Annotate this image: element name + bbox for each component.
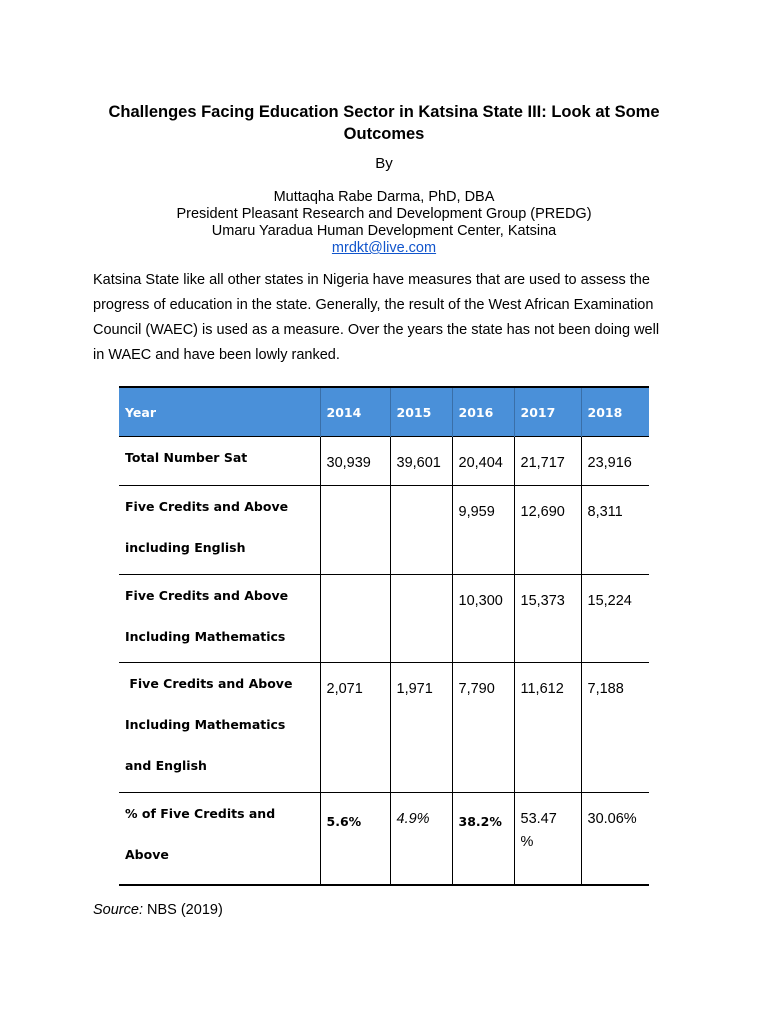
value-text: 30,939 bbox=[326, 455, 371, 471]
row-label-line: % of Five Credits and bbox=[125, 806, 276, 821]
row-label-line: Five Credits and Above bbox=[125, 676, 293, 691]
byline: By bbox=[375, 155, 393, 172]
header-year-2014: 2014 bbox=[320, 387, 390, 437]
value-cell bbox=[390, 793, 452, 885]
value-cell bbox=[514, 575, 581, 663]
row-label-line: including English bbox=[125, 540, 246, 555]
author-name: Muttaqha Rabe Darma, PhD, DBA bbox=[273, 189, 495, 205]
row-label bbox=[119, 437, 320, 478]
value-cell bbox=[514, 486, 581, 575]
source-label: Source: bbox=[93, 902, 143, 918]
header-year-label: Year bbox=[119, 387, 320, 437]
value-cell bbox=[452, 663, 514, 793]
value-cell bbox=[390, 575, 452, 663]
row-label-line: Including Mathematics bbox=[125, 717, 286, 732]
value-cell bbox=[581, 486, 649, 575]
value-cell bbox=[320, 793, 390, 885]
row-label-line: Total Number Sat bbox=[125, 450, 248, 465]
value-text bbox=[391, 486, 452, 501]
intro-paragraph: Katsina State like all other states in Nigeria have measures that are used to assess the progress of education in the state. Generally, the result of the West African Examination Council (WAEC) is used as a measure. Over the years the state has not been doing well in WAEC and have been lowly ranked. bbox=[93, 272, 660, 363]
header-year-2016: 2016 bbox=[452, 387, 514, 437]
waec-results-table bbox=[119, 386, 649, 886]
header-year-2015: 2015 bbox=[390, 387, 452, 437]
value-text: 1,971 bbox=[396, 681, 433, 697]
document-title: Challenges Facing Education Sector in Katsina State III: Look at Some Outcomes bbox=[108, 103, 660, 143]
value-text bbox=[321, 486, 390, 501]
value-cell bbox=[390, 437, 452, 486]
value-cell bbox=[320, 663, 390, 793]
row-label bbox=[119, 486, 320, 568]
table-row bbox=[119, 437, 649, 486]
value-text: 15,373 bbox=[520, 593, 565, 609]
value-text: 11,612 bbox=[520, 681, 564, 697]
row-label-cell bbox=[119, 486, 320, 575]
value-text: 12,690 bbox=[520, 504, 565, 520]
value-cell bbox=[581, 793, 649, 885]
value-text: 39,601 bbox=[396, 455, 441, 471]
header-year-2018: 2018 bbox=[581, 387, 649, 437]
row-label-line: Including Mathematics bbox=[125, 629, 286, 644]
row-label-line: Five Credits and Above bbox=[125, 588, 289, 603]
value-cell bbox=[452, 575, 514, 663]
value-text: 30.06% bbox=[587, 811, 637, 827]
table-row bbox=[119, 793, 649, 885]
header-year-2017: 2017 bbox=[514, 387, 581, 437]
value-cell bbox=[320, 486, 390, 575]
row-label-cell bbox=[119, 663, 320, 793]
value-cell bbox=[514, 663, 581, 793]
value-cell bbox=[452, 437, 514, 486]
value-text: 4.9% bbox=[396, 811, 430, 827]
value-text bbox=[391, 575, 452, 590]
table-header-row bbox=[119, 387, 649, 437]
value-text: 5.6% bbox=[326, 814, 362, 829]
value-cell bbox=[581, 663, 649, 793]
row-label-cell bbox=[119, 793, 320, 885]
value-cell bbox=[320, 575, 390, 663]
value-cell bbox=[581, 437, 649, 486]
value-text: 7,790 bbox=[458, 681, 495, 697]
source-note bbox=[93, 900, 223, 920]
value-cell bbox=[514, 793, 581, 885]
value-cell bbox=[452, 486, 514, 575]
table-row bbox=[119, 486, 649, 575]
row-label-cell bbox=[119, 437, 320, 486]
value-text: 20,404 bbox=[458, 455, 503, 471]
value-cell bbox=[320, 437, 390, 486]
value-text: 15,224 bbox=[587, 593, 632, 609]
value-cell bbox=[514, 437, 581, 486]
source-text: NBS (2019) bbox=[142, 902, 223, 918]
author-block bbox=[0, 189, 768, 257]
value-text: 9,959 bbox=[458, 504, 495, 520]
row-label-cell bbox=[119, 575, 320, 663]
value-cell bbox=[390, 663, 452, 793]
author-affiliation: Umaru Yaradua Human Development Center, Katsina bbox=[211, 223, 557, 239]
table-row bbox=[119, 663, 649, 793]
value-text: 23,916 bbox=[587, 455, 632, 471]
row-label bbox=[119, 793, 320, 875]
row-label-line: Five Credits and Above bbox=[125, 499, 289, 514]
author-position: President Pleasant Research and Development Group (PREDG) bbox=[176, 206, 592, 222]
row-label bbox=[119, 663, 320, 786]
value-text: 38.2% bbox=[458, 814, 502, 829]
value-cell bbox=[581, 575, 649, 663]
value-text: 7,188 bbox=[587, 681, 624, 697]
value-cell bbox=[452, 793, 514, 885]
value-cell bbox=[390, 486, 452, 575]
row-label bbox=[119, 575, 320, 657]
value-text: 10,300 bbox=[458, 593, 503, 609]
row-label-line: Above bbox=[125, 847, 169, 862]
author-email-link[interactable]: mrdkt@live.com bbox=[331, 240, 437, 256]
value-text bbox=[321, 575, 390, 590]
value-text: 53.47 % bbox=[520, 811, 557, 850]
value-text: 8,311 bbox=[587, 504, 623, 520]
row-label-line: and English bbox=[125, 758, 207, 773]
table-row bbox=[119, 575, 649, 663]
value-text: 21,717 bbox=[520, 455, 565, 471]
value-text: 2,071 bbox=[326, 681, 363, 697]
